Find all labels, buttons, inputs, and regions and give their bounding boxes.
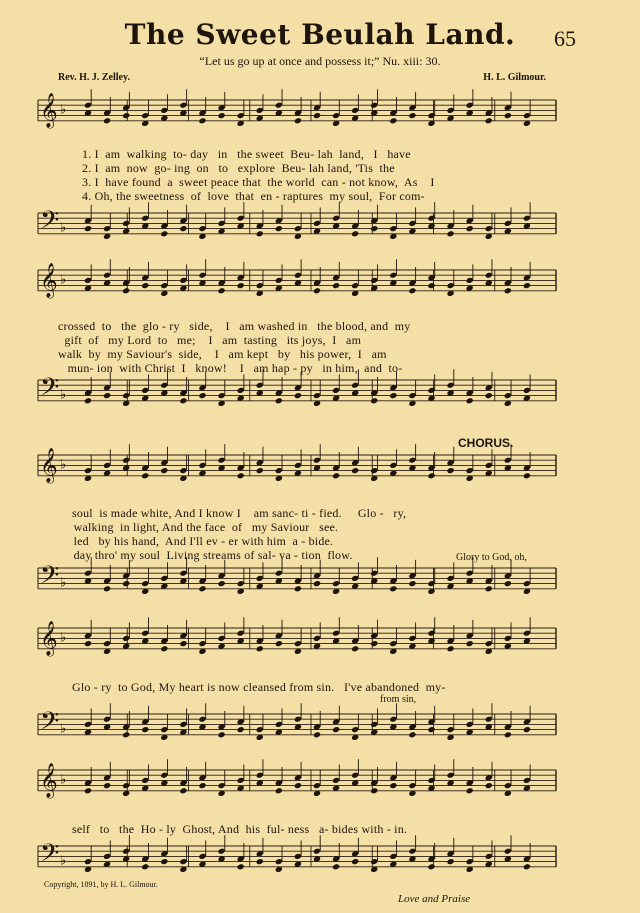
- note-head: [351, 230, 359, 237]
- note-head: [313, 112, 321, 119]
- note-head: [351, 858, 359, 865]
- note-head: [198, 782, 206, 789]
- note-head: [141, 472, 149, 479]
- note-head: [447, 645, 455, 652]
- note-head: [313, 287, 321, 294]
- hymn-title: The Sweet Beulah Land.: [124, 18, 516, 51]
- note-head: [122, 731, 130, 738]
- note-head: [447, 230, 455, 237]
- verse-4-line-2: mun- ion with Christ I know! I am hap - py in him, and to-: [58, 361, 403, 375]
- note-head: [389, 392, 397, 399]
- note-head: [256, 230, 264, 237]
- staff-lines: [38, 100, 556, 867]
- note-head: [198, 117, 206, 124]
- note-head: [370, 787, 378, 794]
- verse-3-line-2: walk by my Saviour's side, I am kept by his power, I am: [58, 347, 387, 361]
- note-head: [485, 392, 493, 399]
- note-head: [84, 397, 92, 404]
- chorus-label: CHORUS.: [458, 436, 514, 450]
- bass-clef: 𝄢: [40, 372, 60, 408]
- note-head: [84, 640, 92, 647]
- chorus-alto-text-2: from sin,: [380, 694, 417, 705]
- note-head: [179, 225, 187, 232]
- note-head: [84, 225, 92, 232]
- note-head: [294, 117, 302, 124]
- note-head: [504, 731, 512, 738]
- flat-key-signature: ♭: [60, 220, 67, 236]
- composer-credit: H. L. Gilmour.: [483, 72, 546, 83]
- note-head: [275, 225, 283, 232]
- verse-2-line-1: 2. I am now go- ing on to explore Beu- lah land, 'Tis the: [82, 161, 395, 175]
- bass-clef: 𝄢: [40, 560, 60, 596]
- note-head: [523, 726, 531, 733]
- treble-clef: 𝄞: [40, 447, 58, 483]
- note-head: [256, 645, 264, 652]
- note-head: [218, 580, 226, 587]
- note-head: [313, 580, 321, 587]
- flat-key-signature: ♭: [60, 272, 67, 288]
- treble-clef: 𝄞: [40, 262, 58, 298]
- note-head: [103, 585, 111, 592]
- note-head: [332, 282, 340, 289]
- note-head: [523, 282, 531, 289]
- note-head: [179, 787, 187, 794]
- treble-clef: 𝄞: [40, 762, 58, 798]
- note-head: [198, 585, 206, 592]
- chorus-line-2: self to the Ho - ly Ghost, And his ful- ness a- bides with - in.: [72, 822, 408, 836]
- note-head: [218, 287, 226, 294]
- note-head: [427, 282, 435, 289]
- note-head: [122, 580, 130, 587]
- note-head: [160, 645, 168, 652]
- note-head: [122, 287, 130, 294]
- chorus-alto-text: Glory to God, oh,: [456, 552, 527, 563]
- note-head: [294, 585, 302, 592]
- verse-1-line-1: 1. I am walking to- day in the sweet Beu- lah land, I have: [82, 147, 411, 161]
- note-head: [351, 645, 359, 652]
- note-head: [332, 863, 340, 870]
- flat-key-signature: ♭: [60, 102, 67, 118]
- note-head: [122, 112, 130, 119]
- bass-clef: 𝄢: [40, 838, 60, 874]
- note-head: [103, 392, 111, 399]
- bass-clef: 𝄢: [40, 205, 60, 241]
- verse-1-line-2: crossed to the glo - ry side, I am washed in the blood, and my: [58, 319, 411, 333]
- treble-clef: 𝄞: [40, 620, 58, 656]
- note-head: [447, 467, 455, 474]
- note-head: [275, 640, 283, 647]
- note-head: [237, 472, 245, 479]
- note-head: [237, 282, 245, 289]
- note-head: [313, 731, 321, 738]
- note-head: [408, 731, 416, 738]
- note-head: [466, 397, 474, 404]
- verse-3-line-3: led by his hand, And I'll ev - er with him a - bide.: [64, 534, 334, 548]
- clef-symbols: [40, 93, 66, 874]
- flat-key-signature: ♭: [60, 721, 67, 737]
- note-head: [485, 117, 493, 124]
- note-head: [237, 863, 245, 870]
- lyricist-credit: Rev. H. J. Zelley.: [58, 72, 130, 83]
- verse-2-line-2: gift of my Lord to me; I am tasting its joys, I am: [58, 333, 362, 347]
- flat-key-signature: ♭: [60, 853, 67, 869]
- book-footer: Love and Praise: [398, 893, 471, 905]
- verse-4-line-1: 4. Oh, the sweetness of love that en - raptures my soul, For com-: [82, 189, 425, 203]
- note-head: [466, 640, 474, 647]
- note-head: [160, 230, 168, 237]
- note-head: [179, 640, 187, 647]
- note-head: [485, 585, 493, 592]
- note-head: [389, 782, 397, 789]
- treble-clef: 𝄞: [40, 92, 58, 128]
- flat-key-signature: ♭: [60, 457, 67, 473]
- note-head: [408, 580, 416, 587]
- note-head: [427, 726, 435, 733]
- note-head: [141, 282, 149, 289]
- verse-2-line-3: walking in light, And the face of my Saviour see.: [64, 520, 339, 534]
- note-head: [294, 392, 302, 399]
- note-head: [504, 580, 512, 587]
- note-head: [198, 392, 206, 399]
- verse-1-line-3: soul is made white, And I know I am sanc- ti - fied. Glo - ry,: [72, 506, 407, 520]
- note-heads: [84, 89, 531, 873]
- note-head: [141, 726, 149, 733]
- scripture-epigraph: “Let us go up at once and possess it;” Nu. xiii: 30.: [199, 54, 441, 68]
- flat-key-signature: ♭: [60, 575, 67, 591]
- note-head: [103, 117, 111, 124]
- note-head: [370, 397, 378, 404]
- copyright-notice: Copyright, 1891, by H. L. Gilmour.: [44, 880, 158, 889]
- note-head: [427, 863, 435, 870]
- note-head: [408, 112, 416, 119]
- note-head: [447, 858, 455, 865]
- note-head: [389, 585, 397, 592]
- note-head: [408, 287, 416, 294]
- flat-key-signature: ♭: [60, 630, 67, 646]
- note-head: [141, 863, 149, 870]
- bass-clef: 𝄢: [40, 706, 60, 742]
- note-head: [351, 467, 359, 474]
- note-head: [160, 467, 168, 474]
- page-number: 65: [554, 26, 576, 51]
- note-head: [294, 782, 302, 789]
- note-head: [370, 640, 378, 647]
- verse-3-line-1: 3. I have found a sweet peace that the world can - not know, As I: [82, 175, 435, 189]
- note-head: [160, 858, 168, 865]
- note-head: [275, 787, 283, 794]
- flat-key-signature: ♭: [60, 772, 67, 788]
- note-head: [523, 472, 531, 479]
- note-head: [218, 731, 226, 738]
- note-head: [218, 112, 226, 119]
- note-head: [504, 112, 512, 119]
- note-head: [103, 782, 111, 789]
- note-head: [466, 225, 474, 232]
- note-head: [523, 863, 531, 870]
- note-head: [84, 787, 92, 794]
- note-head: [389, 117, 397, 124]
- note-head: [256, 858, 264, 865]
- note-head: [179, 397, 187, 404]
- note-head: [466, 787, 474, 794]
- note-head: [504, 287, 512, 294]
- note-head: [275, 397, 283, 404]
- note-head: [237, 726, 245, 733]
- note-head: [485, 782, 493, 789]
- note-head: [427, 472, 435, 479]
- note-head: [332, 726, 340, 733]
- note-head: [370, 225, 378, 232]
- flat-key-signature: ♭: [60, 387, 67, 403]
- note-head: [332, 472, 340, 479]
- note-head: [256, 467, 264, 474]
- chorus-line-1: Glo - ry to God, My heart is now cleansed from sin. I've abandoned my-: [72, 680, 446, 694]
- verse-4-line-3: day thro' my soul Living streams of sal- va - tion flow.: [64, 548, 353, 562]
